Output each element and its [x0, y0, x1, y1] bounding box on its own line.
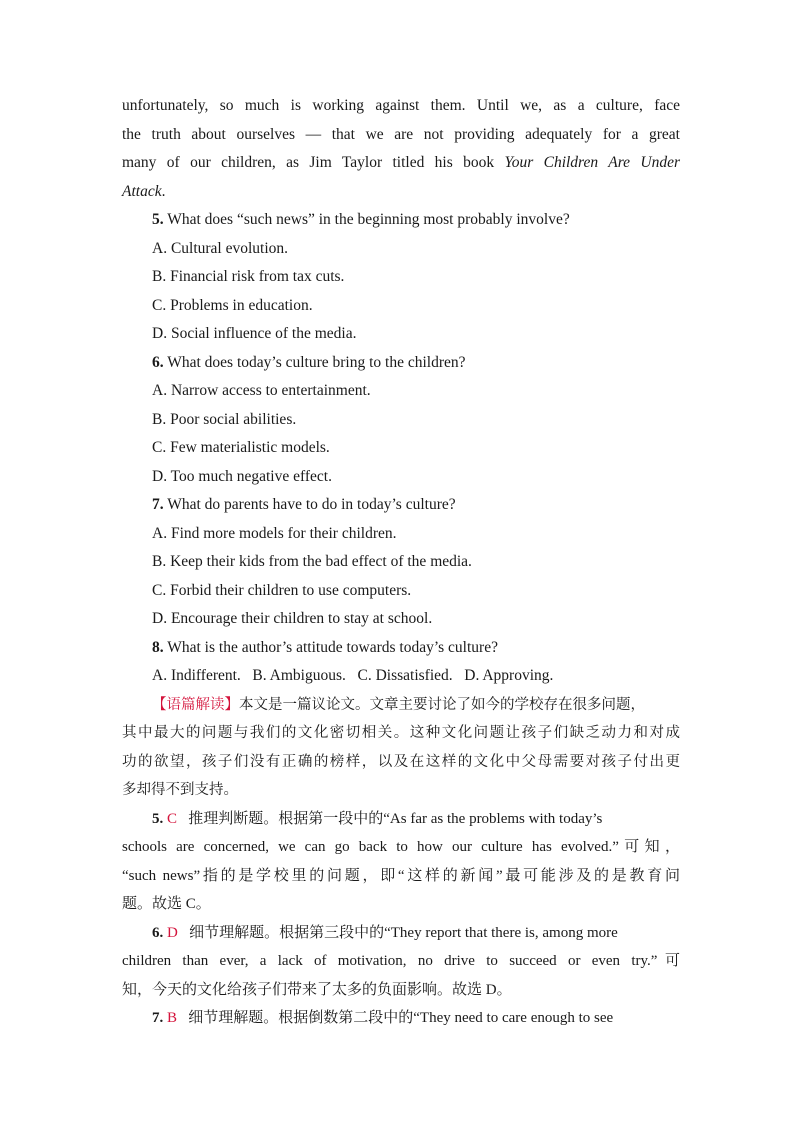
question-text: What does “such news” in the beginning most probably involve? — [167, 211, 570, 228]
explanation-line: “such news”指的是学校里的问题，即“这样的新闻”最可能涉及的是教育问 — [122, 868, 680, 884]
answer-option: D. Encourage their children to stay at school. — [152, 610, 433, 627]
analysis-line: 多却得不到支持。 — [122, 782, 238, 798]
question-stem — [152, 353, 680, 373]
question-stem — [152, 210, 680, 230]
answer-explanation — [152, 809, 680, 829]
explanation-text: 推理判断题。根据第一段中的“As far as the problems with today’s — [188, 811, 603, 827]
question-stem — [152, 638, 680, 658]
book-title: Attack — [122, 183, 162, 200]
passage-line — [122, 182, 680, 202]
answer-option: C. Problems in education. — [152, 297, 313, 314]
answer-letter: B — [167, 1010, 178, 1026]
question-number: 6. — [152, 354, 164, 371]
question-number: 5. — [152, 211, 164, 228]
question-text: What is the author’s attitude towards today’s culture? — [167, 639, 498, 656]
answer-number: 5. — [152, 811, 164, 827]
answer-number: 7. — [152, 1010, 164, 1026]
explanation-text: 细节理解题。根据第三段中的“They report that there is, among more — [189, 925, 618, 941]
explanation-line: 题。故选 C。 — [122, 896, 211, 912]
answer-option: B. Financial risk from tax cuts. — [152, 268, 345, 285]
answer-option: D. Too much negative effect. — [152, 468, 332, 485]
answer-option: B. Poor social abilities. — [152, 411, 297, 428]
explanation-line: children than ever, a lack of motivation, no drive to succeed or even try.”可 — [122, 953, 680, 969]
explanation-text: 细节理解题。根据倒数第二段中的“They need to care enough to see — [188, 1010, 614, 1026]
question-number: 7. — [152, 496, 164, 513]
question-text: What does today’s culture bring to the children? — [167, 354, 466, 371]
answer-letter: D — [167, 925, 178, 941]
answer-explanation — [152, 923, 680, 943]
answer-explanation — [152, 1008, 680, 1028]
explanation-line: schools are concerned, we can go back to how our culture has evolved.”可知， — [122, 839, 680, 855]
answer-letter: C — [167, 811, 178, 827]
passage-text: many of our children, as Jim Taylor titled his book — [122, 154, 495, 171]
answer-option: C. Forbid their children to use computers. — [152, 582, 412, 599]
question-number: 8. — [152, 639, 164, 656]
answer-option: A. Cultural evolution. — [152, 240, 289, 257]
book-title: Your Children Are Under — [504, 154, 681, 171]
passage-line: unfortunately, so much is working against them. Until we, as a culture, face — [122, 97, 680, 114]
answer-option: B. Keep their kids from the bad effect of the media. — [152, 553, 472, 570]
passage-line: the truth about ourselves — that we are not providing adequately for a great — [122, 126, 680, 143]
passage-text: . — [161, 183, 166, 200]
passage-line — [122, 153, 680, 173]
question-text: What do parents have to do in today’s culture? — [167, 496, 456, 513]
answer-option: A. Narrow access to entertainment. — [152, 382, 371, 399]
answer-options-inline: A. Indifferent. B. Ambiguous. C. Dissatisfied. D. Approving. — [152, 667, 554, 684]
explanation-line: 知，今天的文化给孩子们带来了太多的负面影响。故选 D。 — [122, 982, 512, 998]
answer-option: A. Find more models for their children. — [152, 525, 397, 542]
answer-option: D. Social influence of the media. — [152, 325, 357, 342]
answer-number: 6. — [152, 925, 164, 941]
analysis-line — [152, 695, 680, 715]
question-stem — [152, 495, 680, 515]
answer-option: C. Few materialistic models. — [152, 439, 330, 456]
analysis-text: 本文是一篇议论文。文章主要讨论了如今的学校存在很多问题， — [239, 697, 645, 713]
analysis-line: 其中最大的问题与我们的文化密切相关。这种文化问题让孩子们缺乏动力和对成 — [122, 725, 680, 741]
analysis-line: 功的欲望，孩子们没有正确的榜样，以及在这样的文化中父母需要对孩子付出更 — [122, 754, 680, 770]
analysis-tag: 【语篇解读】 — [152, 697, 239, 713]
